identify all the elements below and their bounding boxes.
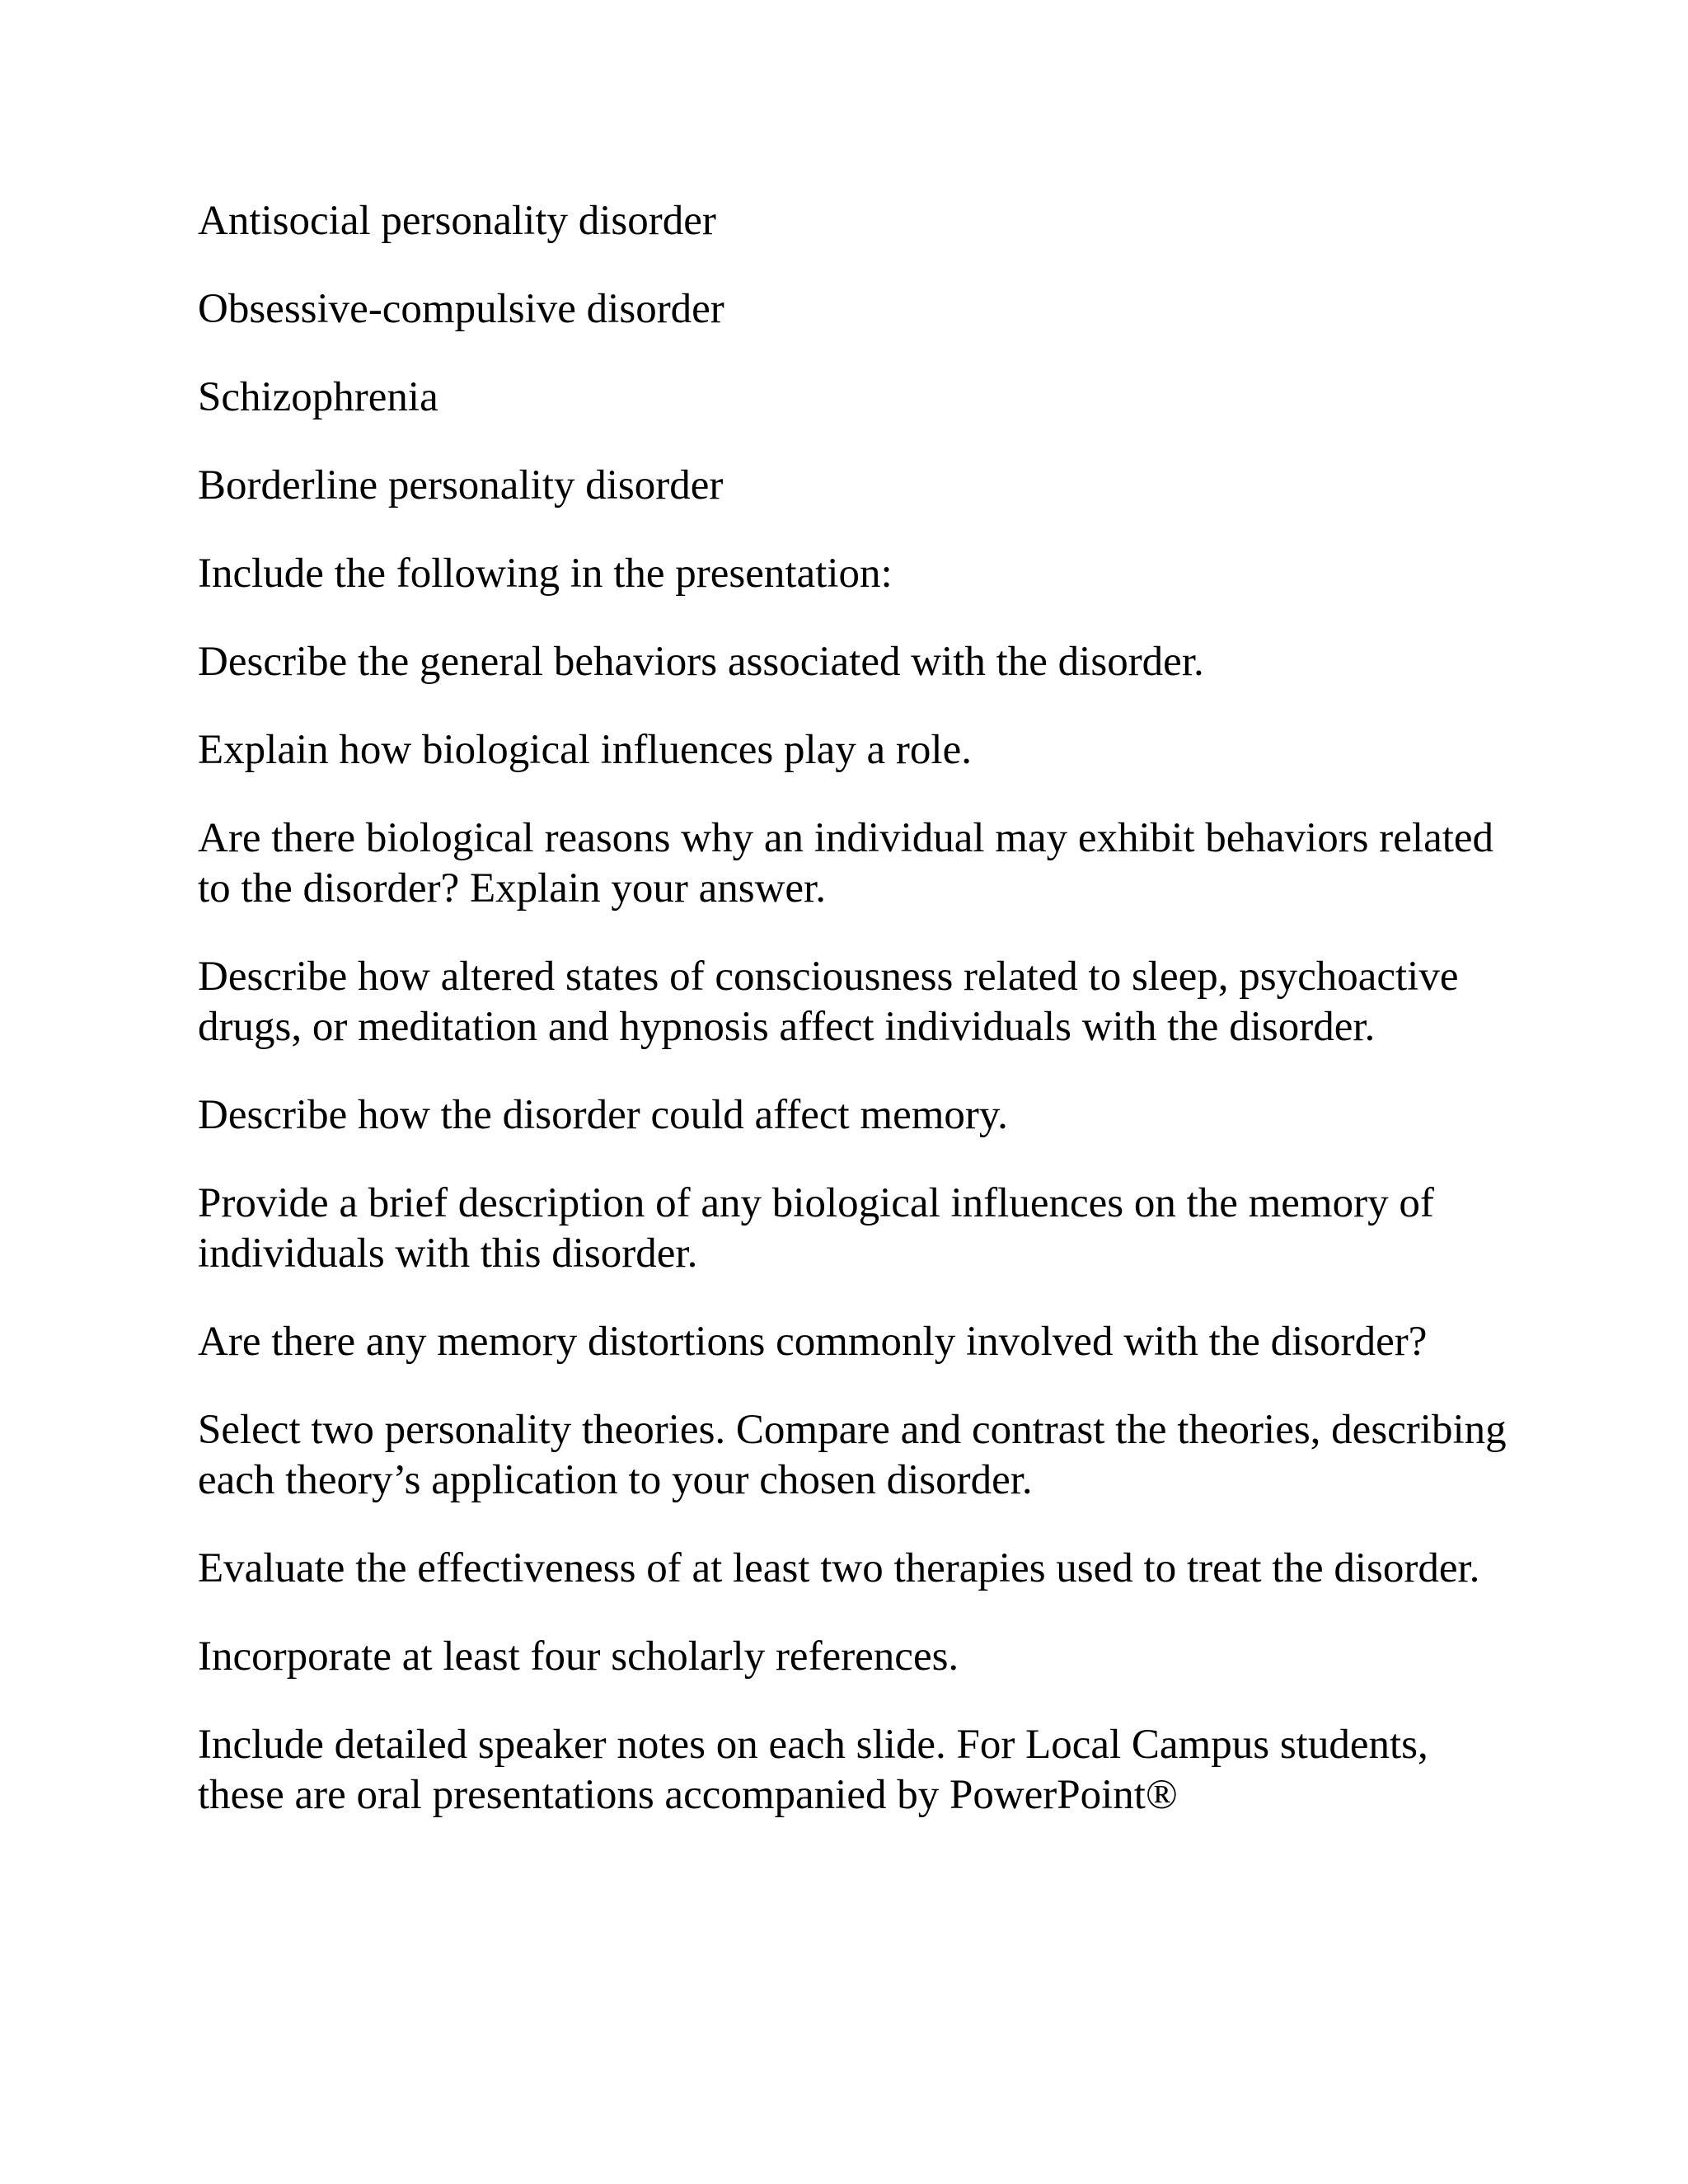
instruction-speaker-notes: Include detailed speaker notes on each slide. For Local Campus students, these are oral presentations accompanied by PowerPoint®: [198, 1722, 1428, 1818]
disorder-option-borderline: Borderline personality disorder: [198, 462, 724, 509]
instruction-therapies: Evaluate the effectiveness of at least two therapies used to treat the disorder.: [198, 1545, 1480, 1591]
instruction-references: Incorporate at least four scholarly references.: [198, 1633, 959, 1680]
disorder-option-antisocial: Antisocial personality disorder: [198, 198, 716, 244]
presentation-instructions-heading: Include the following in the presentation:: [198, 551, 893, 597]
document-body: [198, 196, 1525, 1858]
instruction-general-behaviors: Describe the general behaviors associated with the disorder.: [198, 639, 1204, 685]
instruction-biological-reasons: Are there biological reasons why an individual may exhibit behaviors related to the disorder? Explain your answer.: [198, 815, 1494, 912]
instruction-memory-distortions: Are there any memory distortions commonly involved with the disorder?: [198, 1319, 1428, 1365]
disorder-option-ocd: Obsessive-compulsive disorder: [198, 286, 724, 332]
instruction-altered-states: Describe how altered states of consciousness related to sleep, psychoactive drugs, or meditation and hypnosis affect individuals with the disorder.: [198, 954, 1459, 1050]
instruction-memory-biology: Provide a brief description of any biological influences on the memory of individuals with this disorder.: [198, 1180, 1434, 1277]
disorder-option-schizophrenia: Schizophrenia: [198, 374, 438, 420]
instruction-memory-effects: Describe how the disorder could affect memory.: [198, 1092, 1008, 1138]
instruction-personality-theories: Select two personality theories. Compare and contrast the theories, describing each theory’s application to your chosen disorder.: [198, 1407, 1507, 1503]
instruction-biological-influences: Explain how biological influences play a role.: [198, 727, 972, 773]
